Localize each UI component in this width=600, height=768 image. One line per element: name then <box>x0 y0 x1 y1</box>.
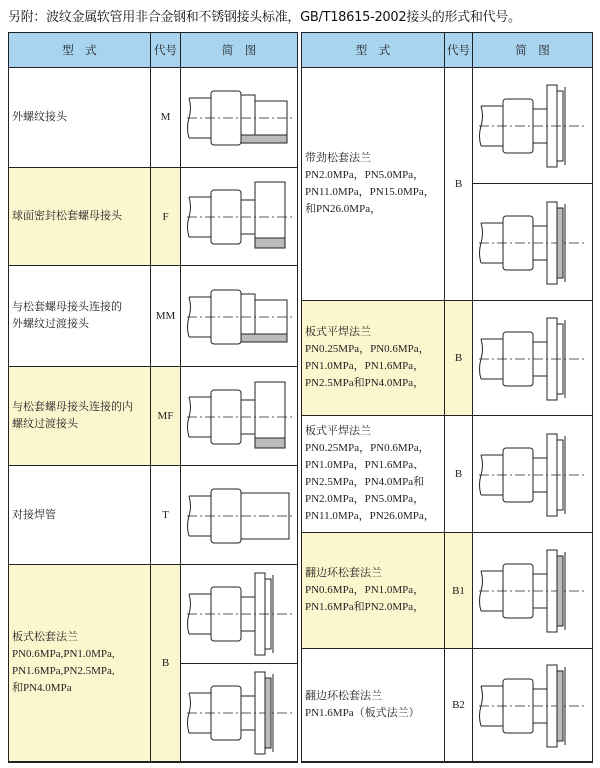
type-cell <box>9 466 151 565</box>
diagram-cell <box>473 67 592 184</box>
type-text: PN0.6MPa，PN1.0MPa， <box>305 584 425 596</box>
table-header <box>302 33 592 68</box>
page-title: 另附：波纹金属软管用非合金钢和不锈钢接头标准，GB/T18615-2002接头的形式和代号。 <box>8 10 521 25</box>
type-text: PN2.0MPa，PN5.0MPa， <box>305 493 425 505</box>
right-table <box>301 32 593 763</box>
type-cell <box>302 533 445 649</box>
code-cell: M <box>151 67 181 168</box>
diagram-cell <box>181 67 297 168</box>
diagram-cell <box>473 649 592 762</box>
diagram-cell <box>181 466 297 565</box>
type-text: PN1.0MPa，PN1.6MPa， <box>305 360 425 372</box>
type-cell <box>302 649 445 762</box>
type-text: 翻边环松套法兰 <box>305 567 382 579</box>
type-text: 翻边环松套法兰 <box>305 690 382 702</box>
code-cell: MF <box>151 367 181 466</box>
type-text: 外螺纹接头 <box>12 110 67 123</box>
swivel-nut-diagram-icon <box>183 172 295 262</box>
flange-loose-diagram-icon <box>475 661 587 751</box>
flange-diagram-icon <box>475 81 587 171</box>
type-text: 外螺纹过渡接头 <box>12 318 89 330</box>
type-text: PN2.0MPa，PN5.0MPa， <box>305 168 425 181</box>
code-cell: B <box>445 416 473 533</box>
type-text: 带劲松套法兰 <box>305 151 371 164</box>
type-text: 板式松套法兰 <box>12 631 78 643</box>
type-text: 对接焊管 <box>12 508 56 521</box>
header-diagram: 简 图 <box>221 43 257 57</box>
diagram-cell <box>181 367 297 466</box>
header-type: 型 式 <box>302 33 445 67</box>
male-adapter-diagram-icon <box>183 272 295 362</box>
type-text: PN11.0MPa，PN15.0MPa， <box>305 185 435 198</box>
type-text: PN0.25MPa，PN0.6MPa， <box>305 343 430 355</box>
type-text: 和PN4.0MPa <box>12 682 72 694</box>
type-text: 板式平焊法兰 <box>305 425 371 437</box>
flange-diagram-icon <box>475 430 587 520</box>
header-code: 代号 <box>445 33 473 67</box>
header-diagram: 简 图 <box>515 43 550 57</box>
type-text: PN2.5MPa和PN4.0MPa， <box>305 377 425 389</box>
type-text: PN2.5MPa，PN4.0MPa和 <box>305 476 425 488</box>
type-text: PN0.25MPa，PN0.6MPa， <box>305 442 430 454</box>
type-cell <box>9 367 151 466</box>
code-cell: B2 <box>445 649 473 762</box>
female-adapter-diagram-icon <box>183 372 295 462</box>
type-cell <box>302 67 445 301</box>
butt-weld-diagram-icon <box>183 471 295 561</box>
type-text: 螺纹过渡接头 <box>12 418 78 430</box>
flange-loose-diagram-icon <box>475 546 587 636</box>
code-cell: B <box>151 565 181 762</box>
diagram-cell <box>473 416 592 533</box>
type-cell <box>302 416 445 533</box>
type-cell <box>9 67 151 168</box>
type-text: PN11.0MPa，PN26.0MPa， <box>305 510 435 522</box>
diagram-cell <box>181 168 297 266</box>
type-cell <box>302 301 445 416</box>
code-cell: B1 <box>445 533 473 649</box>
diagram-cell <box>473 184 592 301</box>
type-cell <box>9 565 151 762</box>
type-text: PN1.0MPa，PN1.6MPa、 <box>305 459 425 471</box>
type-text: PN0.6MPa,PN1.0MPa, <box>12 648 115 660</box>
type-text: PN1.6MPa（板式法兰） <box>305 707 420 719</box>
header-code: 代号 <box>151 33 181 67</box>
code-cell: F <box>151 168 181 266</box>
flange-diagram-icon <box>475 314 587 404</box>
diagram-cell <box>181 664 297 763</box>
code-cell: T <box>151 466 181 565</box>
type-cell <box>9 168 151 266</box>
type-text: 和PN26.0MPa， <box>305 202 382 215</box>
type-text: 板式平焊法兰 <box>305 326 371 338</box>
type-text: 与松套螺母接头连接的内 <box>12 401 133 413</box>
code-cell: MM <box>151 266 181 367</box>
flange-diagram-icon <box>183 569 295 659</box>
code-cell: B <box>445 301 473 416</box>
code-cell: B <box>445 67 473 301</box>
type-cell <box>9 266 151 367</box>
header-type: 型 式 <box>9 33 151 67</box>
type-text: 球面密封松套螺母接头 <box>12 210 122 222</box>
left-table <box>8 32 298 763</box>
type-text: PN1.6MPa和PN2.0MPa， <box>305 601 425 613</box>
flange-loose-diagram-icon <box>475 198 587 288</box>
male-thread-diagram-icon <box>183 73 295 163</box>
table-header <box>9 33 297 68</box>
diagram-cell <box>473 301 592 416</box>
type-text: 与松套螺母接头连接的 <box>12 301 122 313</box>
type-text: PN1.6MPa,PN2.5MPa, <box>12 665 115 677</box>
diagram-cell <box>473 533 592 649</box>
diagram-cell <box>181 266 297 367</box>
flange-loose-diagram-icon <box>183 668 295 758</box>
diagram-cell <box>181 565 297 664</box>
